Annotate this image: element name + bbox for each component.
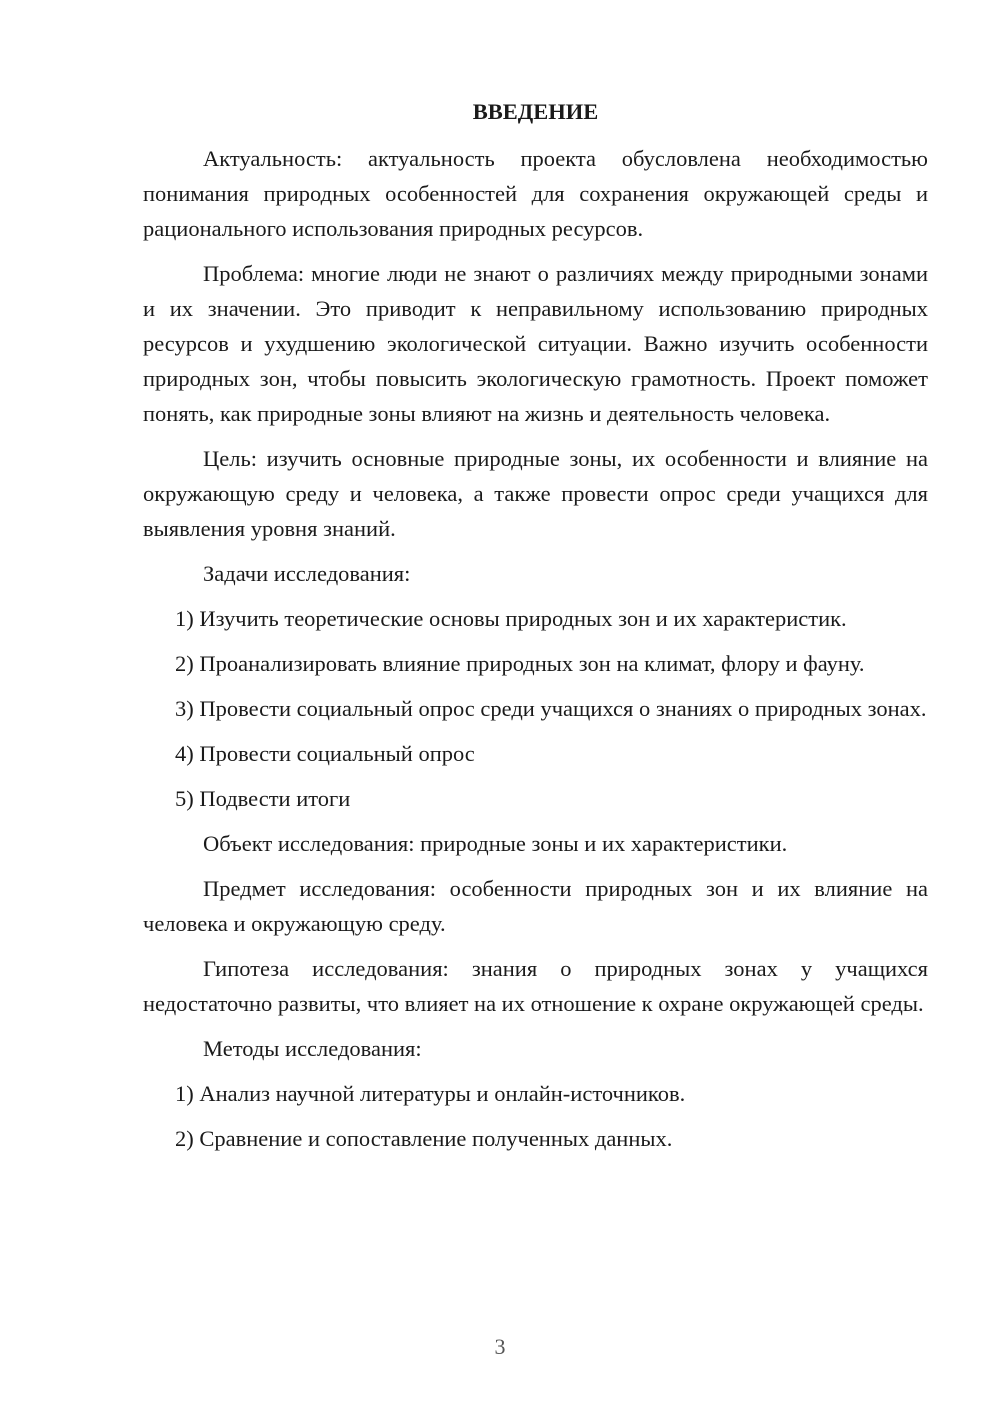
- method-item-1: 1) Анализ научной литературы и онлайн-источников.: [175, 1081, 686, 1106]
- hypothesis-paragraph: Гипотеза исследования: знания о природных зонах у учащихся недостаточно развиты, что влияет на их отношение к охране окружающей среды.: [143, 956, 928, 1016]
- tasks-heading: Задачи исследования:: [203, 561, 411, 586]
- document-page: [143, 94, 928, 1166]
- task-item-5: 5) Подвести итоги: [175, 786, 351, 811]
- task-item-3: 3) Провести социальный опрос среди учащихся о знаниях о природных зонах.: [175, 696, 927, 721]
- section-title: ВВЕДЕНИЕ: [472, 99, 599, 124]
- methods-heading: Методы исследования:: [203, 1036, 422, 1061]
- subject-paragraph: Предмет исследования: особенности природных зон и их влияние на человека и окружающую среду.: [143, 876, 928, 936]
- relevance-paragraph: Актуальность: актуальность проекта обусловлена необходимостью понимания природных особенностей для сохранения окружающей среды и рационального использования природных ресурсов.: [143, 146, 928, 241]
- goal-paragraph: Цель: изучить основные природные зоны, их особенности и влияние на окружающую среду и человека, а также провести опрос среди учащихся для выявления уровня знаний.: [143, 446, 928, 541]
- task-item-4: 4) Провести социальный опрос: [175, 741, 475, 766]
- task-item-2: 2) Проанализировать влияние природных зон на климат, флору и фауну.: [175, 651, 865, 676]
- task-item-1: 1) Изучить теоретические основы природных зон и их характеристик.: [175, 606, 847, 631]
- problem-paragraph: Проблема: многие люди не знают о различиях между природными зонами и их значении. Это приводит к неправильному использованию природных ресурсов и ухудшению экологической ситуации. Важно изучить особенности природных зон, чтобы повысить экологическую грамотность. Проект поможет понять, как природные зоны влияют на жизнь и деятельность человека.: [143, 261, 928, 426]
- object-paragraph: Объект исследования: природные зоны и их характеристики.: [203, 831, 788, 856]
- method-item-2: 2) Сравнение и сопоставление полученных данных.: [175, 1126, 673, 1151]
- page-number: 3: [494, 1334, 506, 1359]
